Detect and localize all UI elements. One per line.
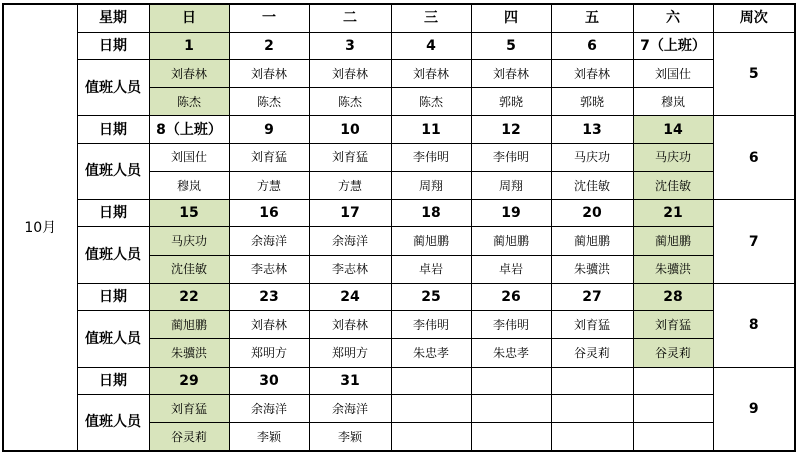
week-number: 8 <box>713 283 795 367</box>
duty-name-cell: 朱骥洪 <box>633 255 713 283</box>
date-cell: 8（上班） <box>149 116 229 143</box>
duty-name-cell: 朱忠孝 <box>471 339 551 367</box>
date-cell: 14 <box>633 116 713 143</box>
duty-name-cell: 李伟明 <box>391 143 471 171</box>
week-number: 9 <box>713 367 795 451</box>
date-label: 日期 <box>77 32 149 59</box>
duty-label: 值班人员 <box>77 227 149 284</box>
duty-name-cell: 李志林 <box>229 255 309 283</box>
duty-name-cell: 刘春林 <box>149 59 229 87</box>
date-cell: 20 <box>551 200 633 227</box>
duty-name-cell: 陈杰 <box>309 88 391 116</box>
weekday-label: 星期 <box>77 4 149 32</box>
date-cell: 21 <box>633 200 713 227</box>
date-cell: 15 <box>149 200 229 227</box>
duty-name-cell: 余海洋 <box>309 394 391 422</box>
duty-name-cell: 谷灵莉 <box>551 339 633 367</box>
duty-name-cell: 李颖 <box>229 423 309 451</box>
date-cell <box>633 367 713 394</box>
duty-name-cell: 沈佳敏 <box>633 171 713 199</box>
duty-schedule-table <box>2 3 796 452</box>
duty-name-cell: 蔺旭鹏 <box>149 311 229 339</box>
duty-name-cell <box>551 394 633 422</box>
week-label: 周次 <box>713 4 795 32</box>
duty-name-cell: 郑明方 <box>229 339 309 367</box>
date-cell: 7（上班） <box>633 32 713 59</box>
duty-name-cell: 穆岚 <box>633 88 713 116</box>
duty-name-cell: 刘春林 <box>309 59 391 87</box>
duty-name-cell: 李颖 <box>309 423 391 451</box>
duty-name-cell: 蔺旭鹏 <box>391 227 471 255</box>
date-cell: 24 <box>309 283 391 310</box>
duty-name-cell <box>551 423 633 451</box>
duty-name-cell: 谷灵莉 <box>633 339 713 367</box>
duty-label: 值班人员 <box>77 59 149 116</box>
date-cell: 18 <box>391 200 471 227</box>
duty-name-cell: 蔺旭鹏 <box>471 227 551 255</box>
date-label: 日期 <box>77 200 149 227</box>
duty-name-cell: 刘国仕 <box>633 59 713 87</box>
duty-name-cell: 刘春林 <box>391 59 471 87</box>
month-cell: 10月 <box>3 4 77 451</box>
duty-name-cell: 马庆功 <box>149 227 229 255</box>
duty-name-cell: 刘春林 <box>551 59 633 87</box>
date-cell: 10 <box>309 116 391 143</box>
duty-name-cell: 余海洋 <box>309 227 391 255</box>
date-label: 日期 <box>77 283 149 310</box>
date-cell: 3 <box>309 32 391 59</box>
duty-label: 值班人员 <box>77 143 149 200</box>
duty-name-cell: 刘育猛 <box>229 143 309 171</box>
weekday-header: 六 <box>633 4 713 32</box>
duty-name-cell <box>391 394 471 422</box>
weekday-header: 二 <box>309 4 391 32</box>
date-cell: 25 <box>391 283 471 310</box>
date-cell: 27 <box>551 283 633 310</box>
duty-name-cell: 卓岩 <box>391 255 471 283</box>
duty-name-cell: 穆岚 <box>149 171 229 199</box>
duty-label: 值班人员 <box>77 394 149 451</box>
duty-name-cell: 方慧 <box>229 171 309 199</box>
duty-name-cell: 周翔 <box>391 171 471 199</box>
duty-name-cell: 方慧 <box>309 171 391 199</box>
duty-row-primary <box>3 59 795 87</box>
date-cell: 16 <box>229 200 309 227</box>
date-row <box>3 283 795 310</box>
duty-name-cell: 刘育猛 <box>149 394 229 422</box>
duty-label: 值班人员 <box>77 311 149 368</box>
duty-name-cell: 马庆功 <box>633 143 713 171</box>
duty-name-cell: 刘育猛 <box>309 143 391 171</box>
date-cell: 4 <box>391 32 471 59</box>
duty-name-cell: 刘春林 <box>309 311 391 339</box>
week-number: 6 <box>713 116 795 200</box>
duty-name-cell <box>391 423 471 451</box>
duty-name-cell: 刘育猛 <box>551 311 633 339</box>
duty-row-primary <box>3 143 795 171</box>
date-row <box>3 367 795 394</box>
date-cell: 12 <box>471 116 551 143</box>
header-row <box>3 4 795 32</box>
duty-name-cell: 陈杰 <box>229 88 309 116</box>
duty-name-cell: 朱忠孝 <box>391 339 471 367</box>
duty-name-cell: 郭晓 <box>471 88 551 116</box>
date-row <box>3 32 795 59</box>
date-cell: 22 <box>149 283 229 310</box>
duty-name-cell: 刘国仕 <box>149 143 229 171</box>
date-cell <box>551 367 633 394</box>
duty-name-cell: 余海洋 <box>229 227 309 255</box>
duty-name-cell: 沈佳敏 <box>551 171 633 199</box>
date-cell: 26 <box>471 283 551 310</box>
duty-name-cell: 李伟明 <box>471 143 551 171</box>
duty-name-cell: 谷灵莉 <box>149 423 229 451</box>
duty-name-cell: 刘育猛 <box>633 311 713 339</box>
date-cell: 9 <box>229 116 309 143</box>
duty-name-cell: 李伟明 <box>471 311 551 339</box>
weekday-header: 一 <box>229 4 309 32</box>
week-number: 5 <box>713 32 795 116</box>
duty-row-primary <box>3 394 795 422</box>
date-row <box>3 116 795 143</box>
date-cell: 13 <box>551 116 633 143</box>
date-cell: 28 <box>633 283 713 310</box>
duty-name-cell: 李伟明 <box>391 311 471 339</box>
duty-name-cell: 朱骥洪 <box>551 255 633 283</box>
week-number: 7 <box>713 200 795 284</box>
duty-name-cell: 蔺旭鹏 <box>551 227 633 255</box>
date-cell: 17 <box>309 200 391 227</box>
duty-name-cell: 李志林 <box>309 255 391 283</box>
duty-row-primary <box>3 227 795 255</box>
duty-name-cell <box>471 423 551 451</box>
duty-name-cell: 蔺旭鹏 <box>633 227 713 255</box>
duty-name-cell: 卓岩 <box>471 255 551 283</box>
date-cell: 30 <box>229 367 309 394</box>
weekday-header: 四 <box>471 4 551 32</box>
duty-name-cell <box>633 394 713 422</box>
duty-name-cell: 周翔 <box>471 171 551 199</box>
weekday-header: 三 <box>391 4 471 32</box>
date-cell <box>471 367 551 394</box>
date-cell: 11 <box>391 116 471 143</box>
duty-name-cell: 陈杰 <box>149 88 229 116</box>
duty-name-cell <box>471 394 551 422</box>
weekday-header: 日 <box>149 4 229 32</box>
duty-name-cell: 朱骥洪 <box>149 339 229 367</box>
duty-name-cell: 郑明方 <box>309 339 391 367</box>
duty-name-cell: 郭晓 <box>551 88 633 116</box>
date-label: 日期 <box>77 367 149 394</box>
date-label: 日期 <box>77 116 149 143</box>
date-cell <box>391 367 471 394</box>
date-row <box>3 200 795 227</box>
duty-name-cell: 刘春林 <box>229 311 309 339</box>
weekday-header: 五 <box>551 4 633 32</box>
duty-name-cell <box>633 423 713 451</box>
duty-name-cell: 陈杰 <box>391 88 471 116</box>
duty-name-cell: 沈佳敏 <box>149 255 229 283</box>
duty-name-cell: 刘春林 <box>229 59 309 87</box>
date-cell: 19 <box>471 200 551 227</box>
date-cell: 31 <box>309 367 391 394</box>
duty-name-cell: 余海洋 <box>229 394 309 422</box>
date-cell: 29 <box>149 367 229 394</box>
duty-name-cell: 马庆功 <box>551 143 633 171</box>
duty-name-cell: 刘春林 <box>471 59 551 87</box>
date-cell: 2 <box>229 32 309 59</box>
duty-row-primary <box>3 311 795 339</box>
date-cell: 6 <box>551 32 633 59</box>
date-cell: 1 <box>149 32 229 59</box>
date-cell: 5 <box>471 32 551 59</box>
date-cell: 23 <box>229 283 309 310</box>
